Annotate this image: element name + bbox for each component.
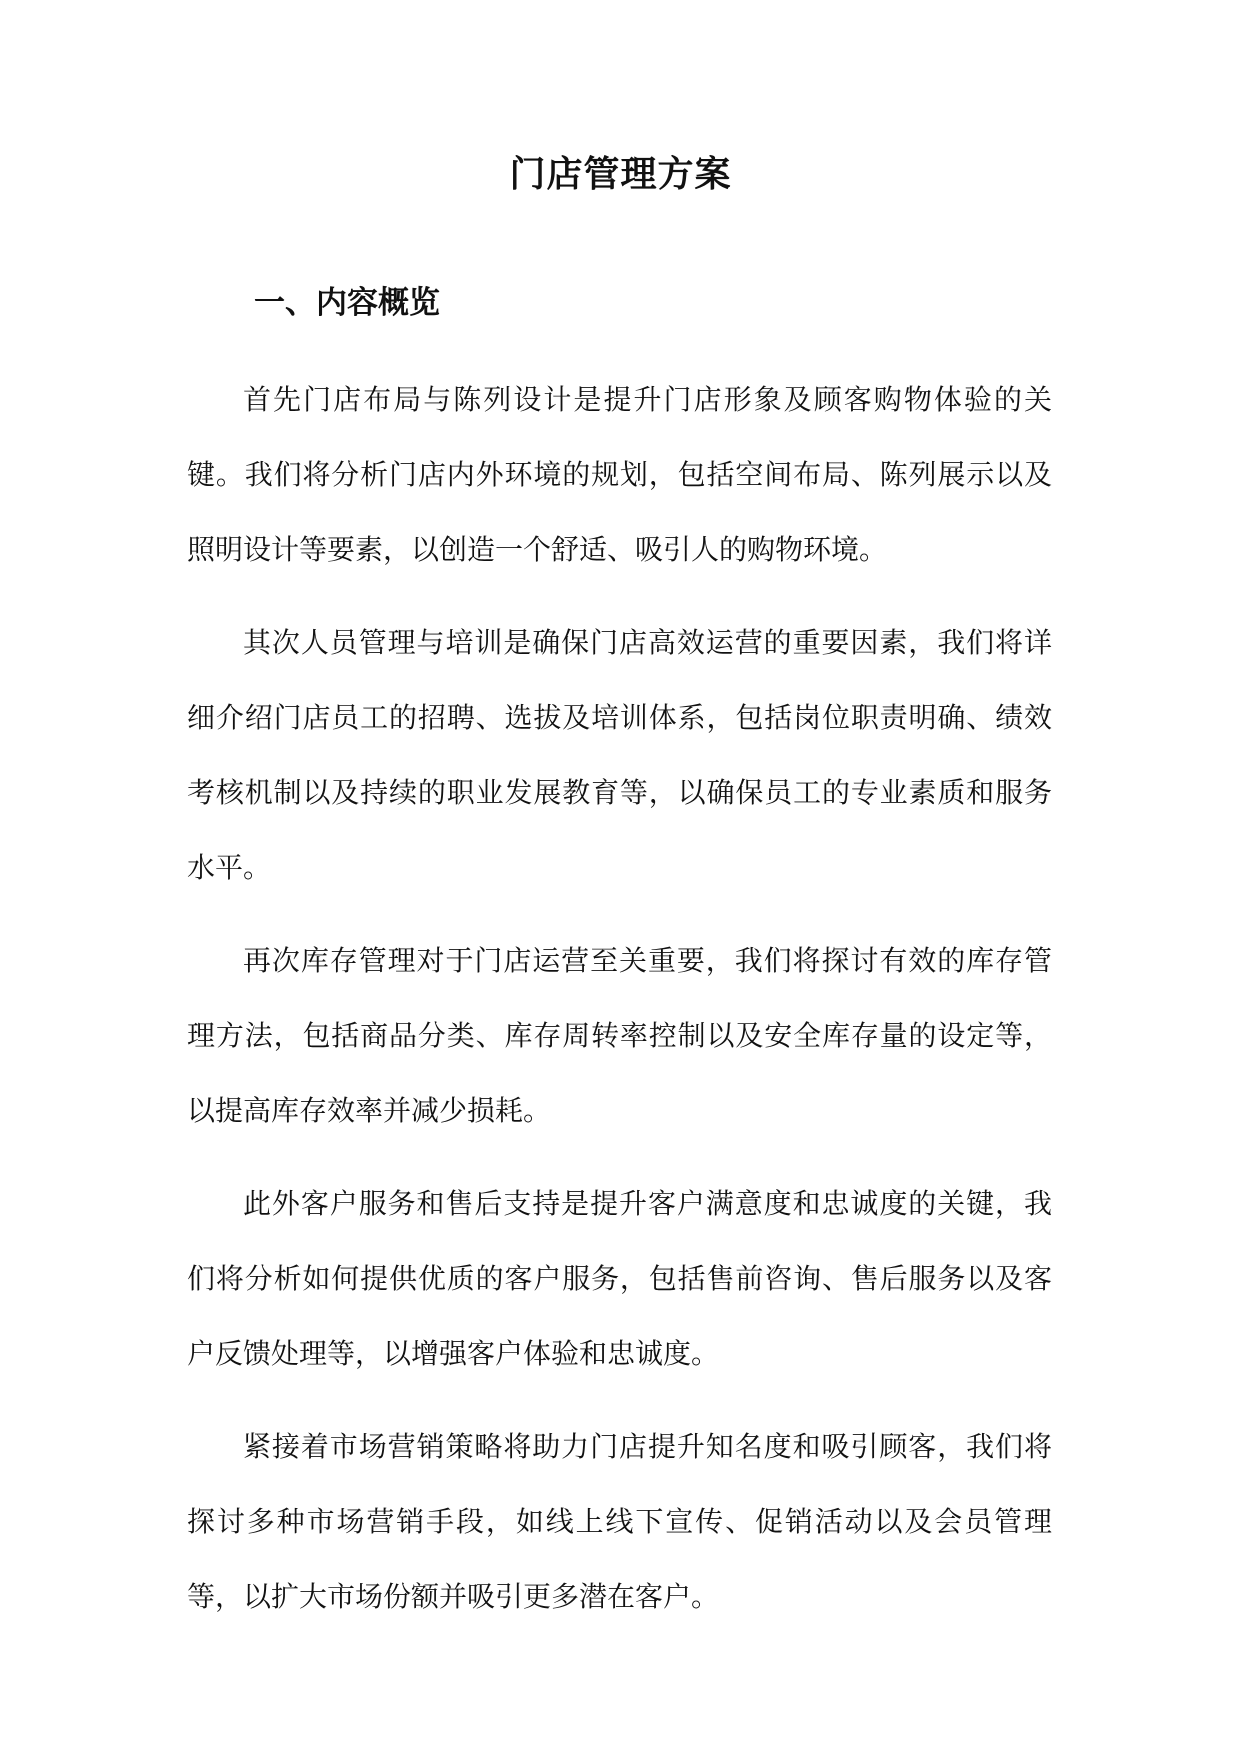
section-heading: 一、内容概览 bbox=[254, 285, 440, 321]
document-title: 门店管理方案 bbox=[509, 153, 732, 195]
body-text bbox=[187, 362, 1052, 1652]
paragraph-staff: 其次人员管理与培训是确保门店高效运营的重要因素，我们将详细介绍门店员工的招聘、选拔及培训体系，包括岗位职责明确、绩效考核机制以及持续的职业发展教育等，以确保员工的专业素质和服务水平。 bbox=[187, 626, 1052, 884]
paragraph-marketing: 紧接着市场营销策略将助力门店提升知名度和吸引顾客，我们将探讨多种市场营销手段，如线上线下宣传、促销活动以及会员管理等，以扩大市场份额并吸引更多潜在客户。 bbox=[187, 1430, 1052, 1613]
paragraph-customer-service: 此外客户服务和售后支持是提升客户满意度和忠诚度的关键，我们将分析如何提供优质的客户服务，包括售前咨询、售后服务以及客户反馈处理等，以增强客户体验和忠诚度。 bbox=[187, 1187, 1052, 1370]
paragraph-layout: 首先门店布局与陈列设计是提升门店形象及顾客购物体验的关键。我们将分析门店内外环境的规划，包括空间布局、陈列展示以及照明设计等要素，以创造一个舒适、吸引人的购物环境。 bbox=[187, 383, 1052, 566]
paragraph-inventory: 再次库存管理对于门店运营至关重要，我们将探讨有效的库存管理方法，包括商品分类、库存周转率控制以及安全库存量的设定等，以提高库存效率并减少损耗。 bbox=[187, 944, 1052, 1127]
